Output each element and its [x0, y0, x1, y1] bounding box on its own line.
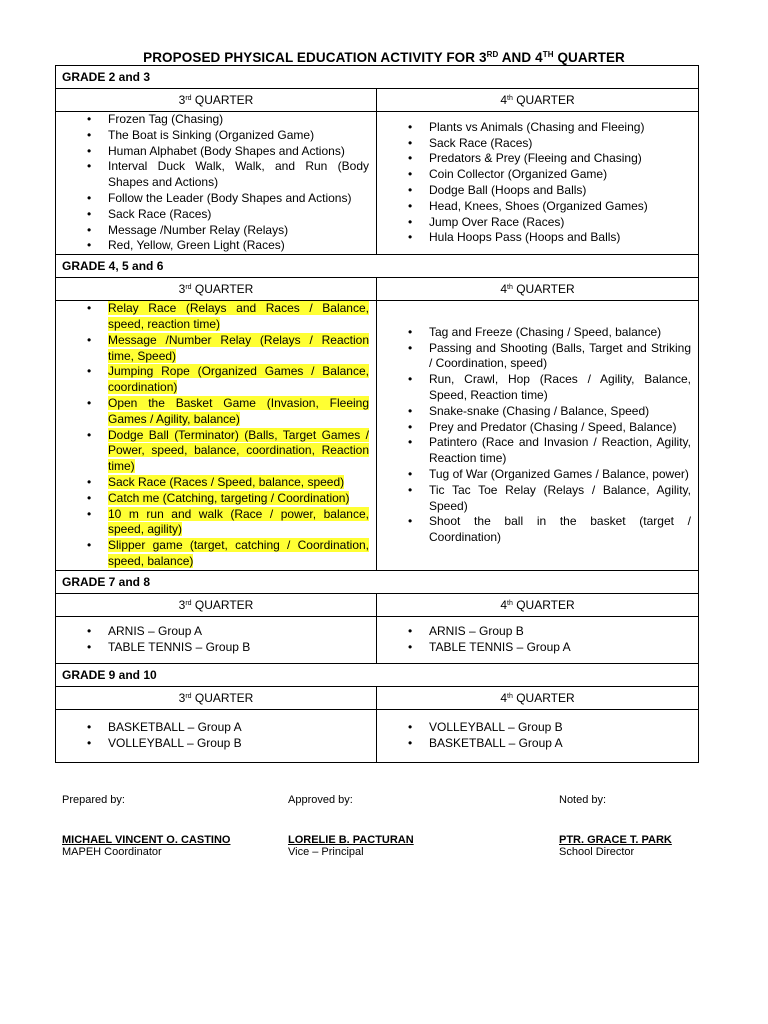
q3-activities — [56, 709, 377, 762]
grade-header: GRADE 7 and 8 — [56, 570, 699, 593]
signatory-noted — [559, 794, 672, 858]
list-item: • Sack Race (Races) — [429, 136, 691, 152]
list-item: • 10 m run and walk (Race / power, balance, speed, agility) — [108, 507, 369, 539]
list-item: • Tag and Freeze (Chasing / Speed, balance) — [429, 325, 691, 341]
list-item: • Catch me (Catching, targeting / Coordination) — [108, 491, 369, 507]
list-item: • Frozen Tag (Chasing) — [108, 112, 369, 128]
list-item: • Prey and Predator (Chasing / Speed, Balance) — [429, 420, 691, 436]
quarter-4-header: 4th QUARTER — [377, 686, 699, 709]
signatory-role: School Director — [559, 846, 635, 858]
list-item: • Dodge Ball (Terminator) (Balls, Target Games / Power, speed, balance, coordination, Reaction time) — [108, 428, 369, 475]
list-item: • Jump Over Race (Races) — [429, 215, 691, 231]
list-item: • ARNIS – Group A — [108, 624, 369, 640]
list-item: • Hula Hoops Pass (Hoops and Balls) — [429, 230, 691, 246]
list-item: • Shoot the ball in the basket (target / Coordination) — [429, 514, 691, 546]
quarter-3-header: 3rd QUARTER — [56, 593, 377, 616]
document-title: PROPOSED PHYSICAL EDUCATION ACTIVITY FOR 3RD AND 4TH QUARTER — [143, 50, 625, 65]
signatory-role: Vice – Principal — [288, 846, 364, 858]
quarter-3-header: 3rd QUARTER — [56, 89, 377, 112]
quarter-3-header: 3rd QUARTER — [56, 278, 377, 301]
list-item: • Jumping Rope (Organized Games / Balance, coordination) — [108, 364, 369, 396]
q3-activities — [56, 616, 377, 663]
q4-activities — [377, 112, 699, 255]
quarter-4-header: 4th QUARTER — [377, 89, 699, 112]
list-item: • VOLLEYBALL – Group B — [108, 736, 369, 752]
list-item: • Plants vs Animals (Chasing and Fleeing) — [429, 120, 691, 136]
list-item: • Message /Number Relay (Relays) — [108, 223, 369, 239]
q4-activities — [377, 301, 699, 571]
list-item: • BASKETBALL – Group A — [429, 736, 691, 752]
list-item: • Predators & Prey (Fleeing and Chasing) — [429, 151, 691, 167]
signatory-label: Approved by: — [288, 794, 353, 806]
signatory-label: Noted by: — [559, 794, 607, 806]
q3-activities — [56, 112, 377, 255]
signatory-prepared — [62, 794, 230, 858]
list-item: • Tug of War (Organized Games / Balance, power) — [429, 467, 691, 483]
list-item: • Coin Collector (Organized Game) — [429, 167, 691, 183]
list-item: • Sack Race (Races) — [108, 207, 369, 223]
list-item: • TABLE TENNIS – Group A — [429, 640, 691, 656]
list-item: • Patintero (Race and Invasion / Reaction, Agility, Reaction time) — [429, 435, 691, 467]
activity-table — [55, 65, 699, 763]
list-item: • Tic Tac Toe Relay (Relays / Balance, Agility, Speed) — [429, 483, 691, 515]
list-item: • Passing and Shooting (Balls, Target and Striking / Coordination, speed) — [429, 341, 691, 373]
q4-activities — [377, 709, 699, 762]
list-item: • Follow the Leader (Body Shapes and Actions) — [108, 191, 369, 207]
list-item: • Dodge Ball (Hoops and Balls) — [429, 183, 691, 199]
list-item: • Snake-snake (Chasing / Balance, Speed) — [429, 404, 691, 420]
signatory-name: MICHAEL VINCENT O. CASTINO — [62, 834, 231, 846]
list-item: • ARNIS – Group B — [429, 624, 691, 640]
grade-header: GRADE 2 and 3 — [56, 66, 699, 89]
signatory-label: Prepared by: — [62, 794, 125, 806]
list-item: • VOLLEYBALL – Group B — [429, 720, 691, 736]
list-item: • Open the Basket Game (Invasion, Fleeing Games / Agility, balance) — [108, 396, 369, 428]
quarter-3-header: 3rd QUARTER — [56, 686, 377, 709]
list-item: • Head, Knees, Shoes (Organized Games) — [429, 199, 691, 215]
list-item: • BASKETBALL – Group A — [108, 720, 369, 736]
signatory-name: LORELIE B. PACTURAN — [288, 834, 414, 846]
signatory-role: MAPEH Coordinator — [62, 846, 162, 858]
list-item: • Sack Race (Races / Speed, balance, speed) — [108, 475, 369, 491]
signatory-name: PTR. GRACE T. PARK — [559, 834, 672, 846]
quarter-4-header: 4th QUARTER — [377, 593, 699, 616]
list-item: • Relay Race (Relays and Races / Balance, speed, reaction time) — [108, 301, 369, 333]
signatory-approved — [288, 794, 414, 858]
list-item: • Human Alphabet (Body Shapes and Actions) — [108, 144, 369, 160]
list-item: • Interval Duck Walk, Walk, and Run (Body Shapes and Actions) — [108, 159, 369, 191]
list-item: • TABLE TENNIS – Group B — [108, 640, 369, 656]
list-item: • Run, Crawl, Hop (Races / Agility, Balance, Speed, Reaction time) — [429, 372, 691, 404]
list-item: • Red, Yellow, Green Light (Races) — [108, 238, 369, 254]
list-item: • Message /Number Relay (Relays / Reaction time, Speed) — [108, 333, 369, 365]
q3-activities — [56, 301, 377, 571]
list-item: • Slipper game (target, catching / Coordination, speed, balance) — [108, 538, 369, 570]
list-item: • The Boat is Sinking (Organized Game) — [108, 128, 369, 144]
quarter-4-header: 4th QUARTER — [377, 278, 699, 301]
grade-header: GRADE 4, 5 and 6 — [56, 255, 699, 278]
grade-header: GRADE 9 and 10 — [56, 663, 699, 686]
q4-activities — [377, 616, 699, 663]
